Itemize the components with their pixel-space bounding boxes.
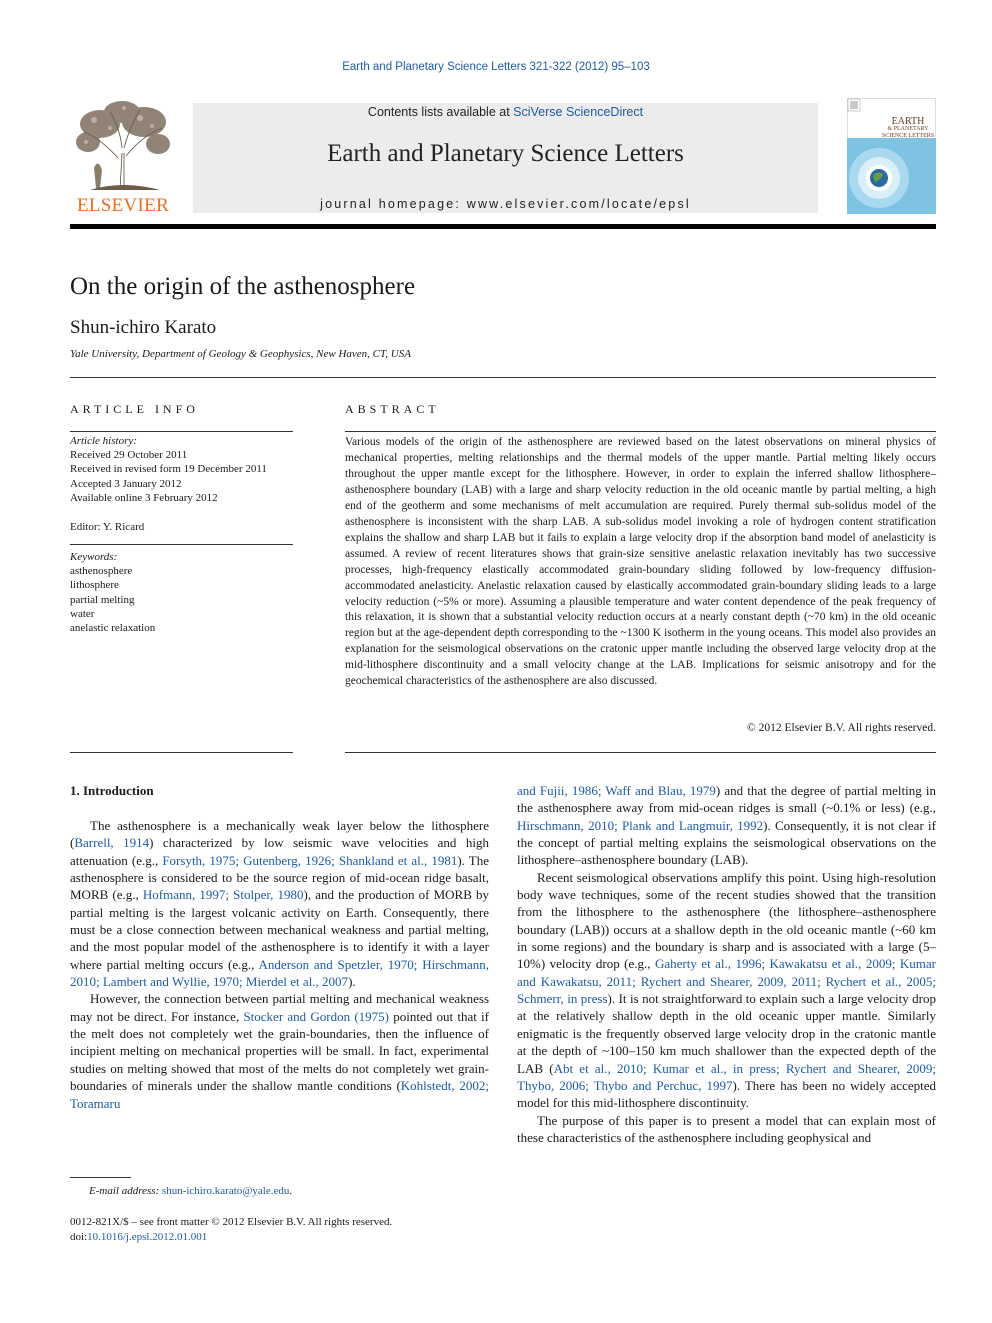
online-date: Available online 3 February 2012	[70, 491, 218, 504]
text: Recent seismological observations amplify this point. Using high-resolution body wave techniques, some of the recent studies showed that the transition from the lithosphere to the asthenosphere (the lithosphere–asthenosphere boundary (LAB)) occurs at a shallow depth in the old oceanic mantle (~60 km in some regions) and the boundary is sharp and is associated with a large (5–10%) velocity drop (e.g.,	[517, 869, 936, 972]
cover-title-line3: SCIENCE LETTERS	[881, 133, 935, 139]
doi-line	[70, 1230, 392, 1245]
text: ). It is not straightforward to explain such a large velocity drop at the relatively shallow depth in the old oceanic upper mantle. Similarly enigmatic is the frequently observed large velocity drop in the cratonic mantle at the depth of ~100–150 km much shallower than the expected depth of the LAB (	[517, 991, 936, 1076]
header-divider	[70, 224, 936, 229]
citation-link[interactable]: Hofmann, 1997; Stolper, 1980	[142, 887, 304, 903]
keyword: anelastic relaxation	[70, 622, 156, 635]
keyword: partial melting	[70, 593, 135, 606]
text: pointed out that if the melt does not completely wet the grain-boundaries, then the influence of incipient melting on mechanical properties will be small. In fact, experimental studies on melting showed that most of the melts do not completely wet grain-boundaries of minerals under the shallow mantle conditions (	[70, 1008, 490, 1094]
text: The purpose of this paper is to present a model that can explain most of these characteristics of the asthenosphere including geophysical and	[517, 1112, 936, 1145]
citation-link[interactable]: Anderson and Spetzler, 1970; Hirschmann, 2010; Lambert and Wyllie, 1970; Mierdel et al., 2007	[70, 956, 489, 990]
abstract-heading: ABSTRACT	[345, 402, 440, 416]
text: However, the connection between partial melting and mechanical weakness may not be direct. For instance,	[70, 991, 489, 1024]
citation-link[interactable]: and Fujii, 1986; Waff and Blau, 1979	[517, 783, 716, 798]
accepted-date: Accepted 3 January 2012	[70, 477, 182, 490]
article-title: On the origin of the asthenosphere	[70, 273, 416, 300]
citation-link[interactable]: Abt et al., 2010; Kumar et al., in press; Rychert and Shearer, 2009; Thybo, 2006; Thybo and Perchuc, 1997	[517, 1060, 936, 1093]
front-matter	[70, 1215, 392, 1244]
text: The asthenosphere is a mechanically weak layer below the lithosphere (	[70, 818, 489, 851]
divider	[70, 377, 936, 378]
keywords	[70, 550, 293, 635]
text: ), and the production of MORB by partial melting is the largest volcanic activity on Earth. Consequently, there must be a close connection between mechanical weakness and partial melting, and the most popular model of the asthenosphere is to identify it with a layer where partial melting occurs (e.g.,	[70, 887, 490, 972]
citation-link[interactable]: Stocker and Gordon (1975)	[243, 1008, 390, 1024]
text: ). Consequently, it is not clear if the concept of partial melting explains the seismological observations on the lithosphere–asthenosphere boundary (LAB).	[517, 817, 936, 868]
paragraph	[517, 782, 936, 869]
divider	[345, 752, 936, 753]
paragraph	[70, 990, 489, 1111]
citation-link[interactable]: Forsyth, 1975; Gutenberg, 1926; Shankland et al., 1981	[162, 852, 458, 868]
contents-prefix: Contents lists available at	[367, 105, 514, 119]
text: ). The asthenosphere is considered to be the source region of mid-ocean ridge basalt, MORB (e.g.,	[70, 852, 489, 903]
cover-journal-title	[880, 117, 936, 140]
author-name[interactable]: Shun-ichiro Karato	[70, 317, 217, 338]
article-history	[70, 434, 293, 505]
received-date: Received 29 October 2011	[70, 449, 188, 462]
keywords-label: Keywords:	[70, 551, 118, 563]
section-heading: 1. Introduction	[70, 783, 154, 798]
email-footnote	[89, 1185, 292, 1197]
citation-link[interactable]: Hirschmann, 2010; Plank and Langmuir, 1992	[517, 817, 764, 833]
issn-line: 0012-821X/$ – see front matter © 2012 Elsevier B.V. All rights reserved.	[70, 1216, 393, 1228]
journal-citation[interactable]: Earth and Planetary Science Letters 321-322 (2012) 95–103	[342, 61, 650, 73]
revised-date: Received in revised form 19 December 2011	[70, 463, 267, 476]
text: .	[289, 1185, 293, 1197]
keyword: asthenosphere	[70, 565, 133, 578]
paragraph	[517, 1112, 936, 1147]
divider	[345, 431, 936, 432]
citation-link[interactable]: Gaherty et al., 1996; Kawakatsu et al., 2009; Kumar and Kawakatsu, 2011; Rychert and Shearer, 2009, 2011; Rychert et al., 2005; Schmerr, in press	[517, 956, 936, 1007]
citation-link[interactable]: Kohlstedt, 2002; Toramaru	[70, 1078, 489, 1111]
divider	[70, 544, 293, 545]
keyword: water	[70, 607, 95, 620]
editor: Editor: Y. Ricard	[70, 521, 145, 533]
keyword: lithosphere	[70, 579, 119, 592]
journal-title: Earth and Planetary Science Letters	[327, 140, 684, 167]
text: ) and that the degree of partial melting in the asthenosphere away from mid-ocean ridges is small (~0.1% or less) (e.g.,	[517, 783, 936, 816]
divider	[70, 431, 293, 432]
history-label: Article history:	[70, 435, 137, 447]
text: ) characterized by low seismic wave velocities and high attenuation (e.g.,	[70, 835, 489, 868]
paragraph	[517, 869, 936, 1112]
journal-homepage-link[interactable]: journal homepage: www.elsevier.com/locate/epsl	[320, 197, 691, 211]
divider	[70, 752, 293, 753]
paragraph	[70, 817, 489, 990]
cover-title-line2: & PLANETARY	[887, 126, 929, 132]
email-link[interactable]: shun-ichiro.karato@yale.edu	[161, 1185, 290, 1197]
body-column-right	[517, 782, 936, 1146]
author-affiliation: Yale University, Department of Geology & Geophysics, New Haven, CT, USA	[70, 348, 411, 360]
text: ). There has been no widely accepted model for this mid-lithosphere discontinuity.	[517, 1077, 936, 1111]
abstract-body: Various models of the origin of the asthenosphere are reviewed based on the latest observations on mineral physics of mechanical properties, melting relationships and the thermal models of the upper mantle. Partial melting likely occurs throughout the upper mantle except for the lithosphere. However, in order to explain the inferred shallow lithosphere–asthenosphere boundary (LAB) with a large and sharp velocity reduction in the old oceanic mantle by partial melting, a high end of the geotherm and some mechanisms of melt accumulation are required. Purely thermal sub-solidus model of the asthenosphere is inconsistent with the sharp LAB. A sub-solidus model invoking a role of hydrogen content stratification explains the shallow and sharp LAB but it fails to explain a large velocity drop if the absorption band model of anelasticity is assumed. A review of recent literatures shows that grain-size sensitive anelastic relaxation inevitably has two successive processes, high-frequency elastically accommodated grain-boundary sliding followed by low-frequency diffusion-accommodated anelasticity. Anelastic relaxation caused by elastically accommodated grain-boundary sliding leads to a large velocity reduction (~5% or more). Assuming a plausible temperature and water content dependence of the peak frequency of this relaxation, it is shown that a substantial velocity reduction occurs at a nearly constant depth (~70 km) in the old oceanic region but at the age-dependent depth corresponding to the ~1300 K isotherm in the young oceans. This model also provides an explanation for the seismological observations on the cratonic upper mantle including the observed large velocity drop at the mid-lithosphere discontinuity and a small velocity change at the LAB. Implications for seismic anisotropy and for the geochemical characteristics of the asthenosphere are also discussed.	[345, 436, 936, 688]
doi-link[interactable]: 10.1016/j.epsl.2012.01.001	[87, 1230, 208, 1243]
contents-line	[193, 105, 818, 119]
cover-title-line1: EARTH	[891, 116, 925, 127]
sciencedirect-link[interactable]: SciVerse ScienceDirect	[513, 105, 644, 119]
article-info-heading: ARTICLE INFO	[70, 402, 199, 416]
footnote-divider	[70, 1177, 131, 1178]
doi-label: doi:	[70, 1230, 88, 1243]
copyright-notice: © 2012 Elsevier B.V. All rights reserved.	[747, 722, 936, 734]
text: ).	[348, 974, 356, 990]
elsevier-wordmark[interactable]: ELSEVIER	[76, 195, 170, 216]
email-label: E-mail address:	[89, 1185, 162, 1197]
body-column-left	[70, 817, 489, 1112]
citation-link[interactable]: Barrell, 1914	[74, 835, 150, 851]
